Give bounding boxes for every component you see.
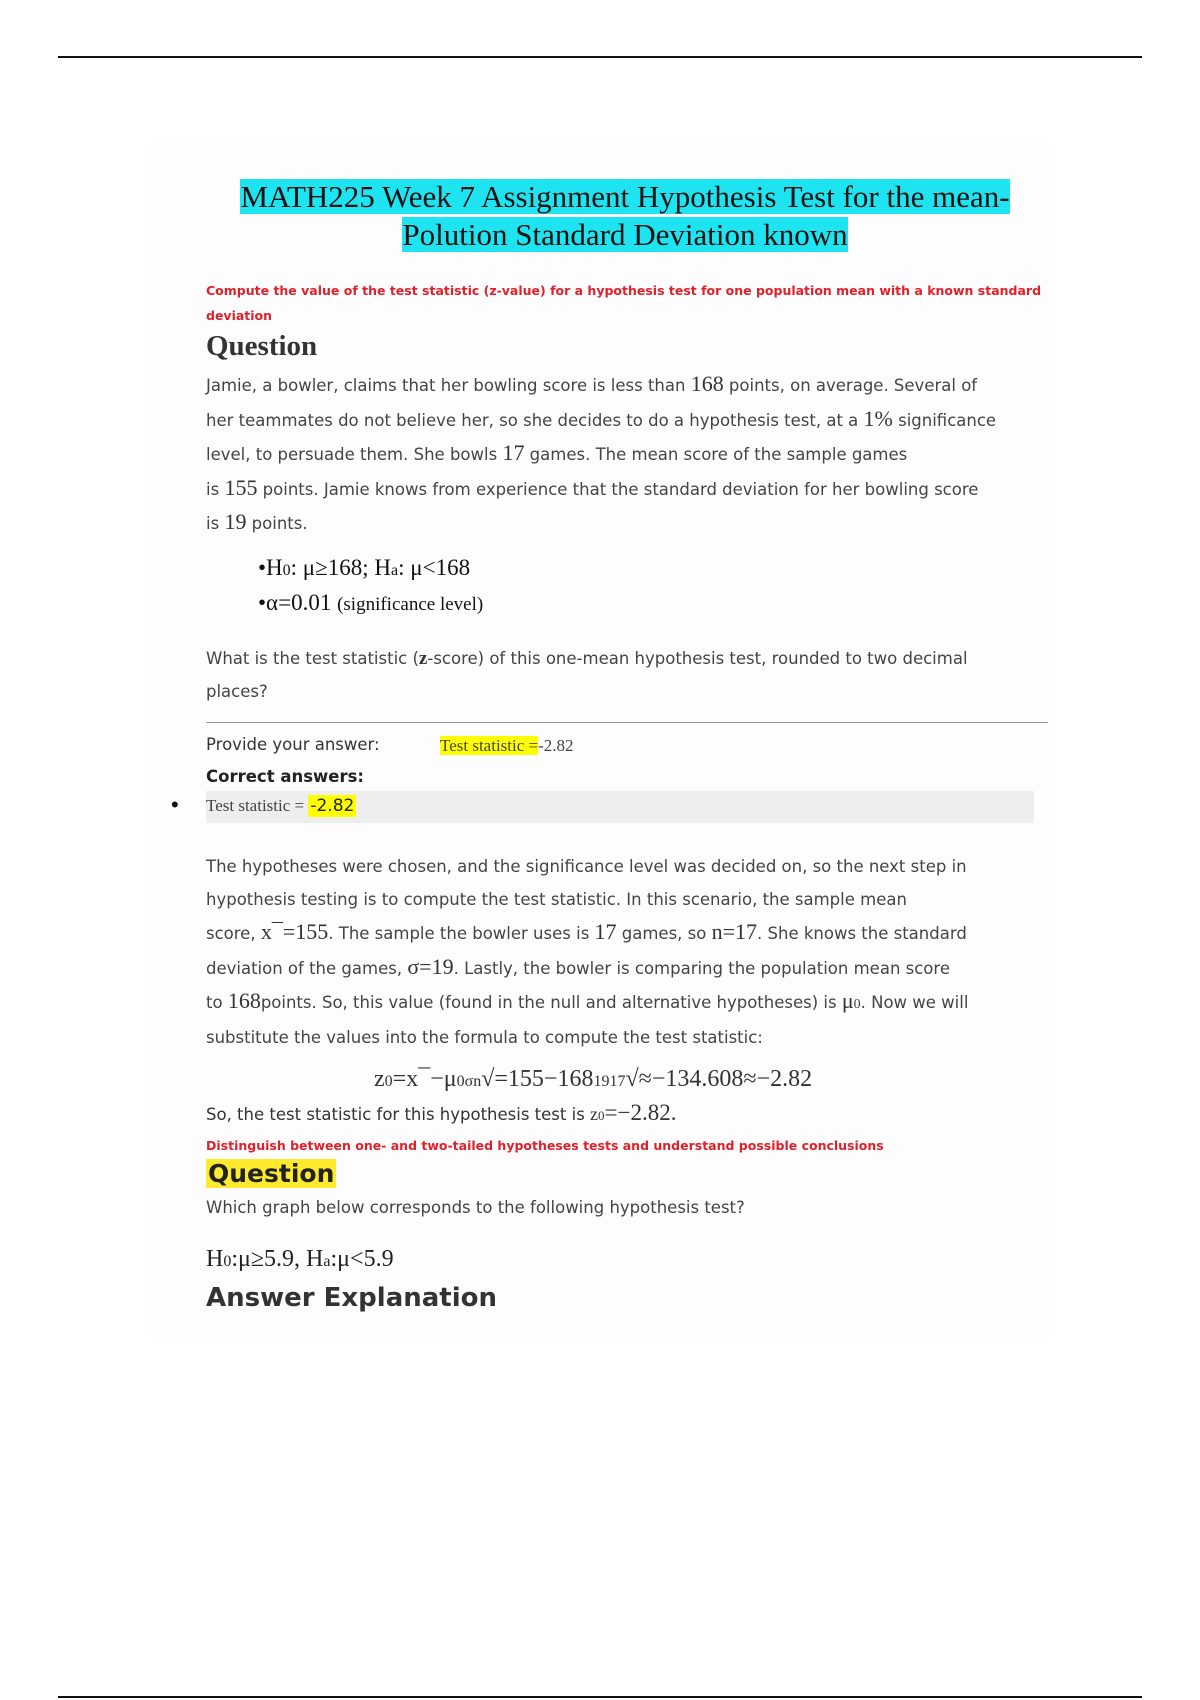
q1-objective-line-2: deviation <box>206 308 273 323</box>
q1-line-5: is 19 points. <box>206 509 308 534</box>
q1-line-2: her teammates do not believe her, so she decides to do a hypothesis test, at a 1% significance <box>206 405 997 431</box>
q1-line-4: is 155 points. Jamie knows from experience that the standard deviation for her bowling score <box>206 474 979 500</box>
q2-objective: Distinguish between one- and two-tailed hypotheses tests and understand possible conclusions <box>206 1138 884 1153</box>
page-bottom-rule <box>58 1696 1142 1698</box>
title-line-1: MATH225 Week 7 Assignment Hypothesis Test for the mean- <box>240 179 1010 214</box>
q1-problem-text <box>206 368 1046 541</box>
provide-answer-label: Provide your answer: <box>206 735 380 754</box>
test-statistic-formula: z0=x¯−μ0σn√=155−1681917√≈−134.608≈−2.82 <box>374 1066 813 1092</box>
correct-answer: Test statistic = -2.82 <box>206 796 355 816</box>
answer-explanation-heading: Answer Explanation <box>206 1283 498 1313</box>
q1-hypothesis-line: •H0: μ≥168; Ha: μ<168 <box>258 555 471 580</box>
explanation-line-6: substitute the values into the formula to compute the test statistic: <box>206 1027 763 1047</box>
bullet-icon: • <box>171 792 179 817</box>
explanation-line-3: score, x¯=155. The sample the bowler uses is 17 games, so n=17. She knows the standard <box>206 919 967 944</box>
q1-ask: What is the test statistic (z-score) of this one-mean hypothesis test, rounded to two decimal places? <box>206 648 968 701</box>
provided-answer-value: -2.82 <box>538 736 574 755</box>
q2-prompt: Which graph below corresponds to the following hypothesis test? <box>206 1198 745 1217</box>
q1-line-1: Jamie, a bowler, claims that her bowling score is less than 168 points, on average. Several of <box>206 371 978 396</box>
explanation-line-4: deviation of the games, σ=19. Lastly, the bowler is comparing the population mean score <box>206 953 950 979</box>
provided-answer <box>440 729 574 763</box>
q2-heading: Question <box>208 1159 335 1188</box>
correct-answer-value: -2.82 <box>310 796 355 816</box>
conclusion-text: So, the test statistic for this hypothesis test is z0=−2.82. <box>206 1100 677 1125</box>
explanation-text <box>206 851 1046 1054</box>
correct-answers-label: Correct answers: <box>206 767 365 786</box>
explanation-line-2: hypothesis testing is to compute the test statistic. In this scenario, the sample mean <box>206 889 907 909</box>
q1-hypotheses <box>258 552 483 621</box>
q1-heading: Question <box>206 330 318 362</box>
q1-objective-line-1: Compute the value of the test statistic (z-value) for a hypothesis test for one population mean with a known standard <box>206 283 1042 298</box>
q1-objective <box>206 278 1046 328</box>
q1-significance-line: •α=0.01 (significance level) <box>258 590 484 615</box>
document-title <box>150 178 1100 254</box>
q1-line-3: level, to persuade them. She bowls 17 games. The mean score of the sample games <box>206 440 908 465</box>
provided-answer-label: Test statistic = <box>440 736 539 755</box>
explanation-line-5: to 168points. So, this value (found in the null and alternative hypotheses) is μ0. Now we will <box>206 988 969 1013</box>
q2-hypotheses: H0:μ≥5.9, Ha:μ<5.9 <box>206 1246 394 1272</box>
title-line-2: Polution Standard Deviation known <box>402 217 848 252</box>
explanation-line-1: The hypotheses were chosen, and the significance level was decided on, so the next step in <box>206 857 967 876</box>
answer-divider <box>206 722 1048 723</box>
page-top-rule <box>58 56 1142 58</box>
